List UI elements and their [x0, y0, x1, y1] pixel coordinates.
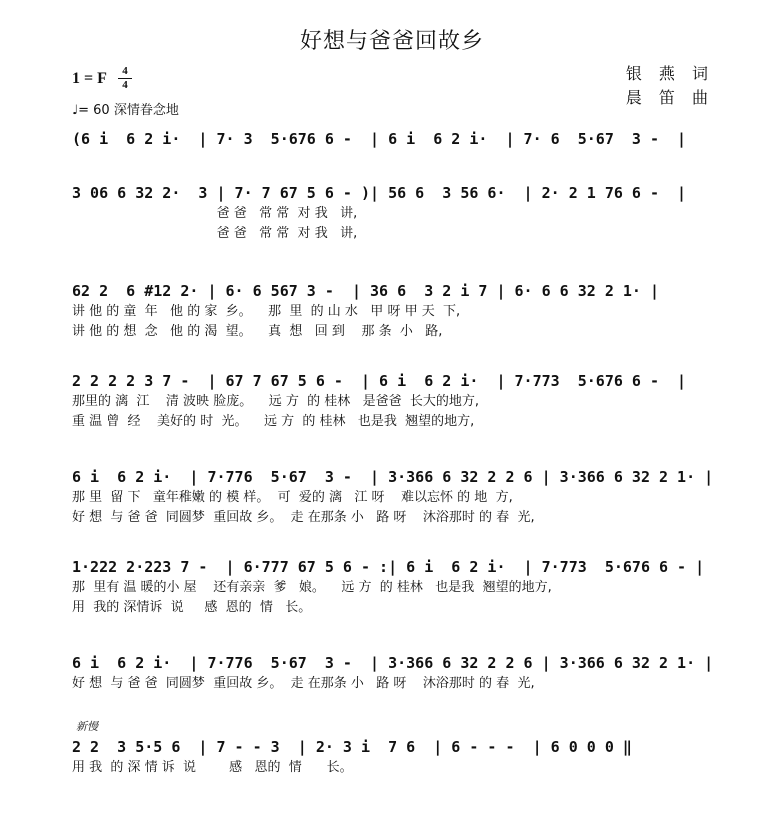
notation-line: (6 i 6 2 i· | 7· 3 5·676 6 - | 6 i 6 2 i· | 7· 6 5·67 3 - | — [72, 130, 687, 148]
score-row-1 — [72, 128, 722, 150]
notation-line: 2 2 2 2 3 7 - | 67 7 67 5 6 - | 6 i 6 2 i· | 7·773 5·676 6 - | — [72, 372, 687, 390]
key-signature: 1 = F — [72, 70, 107, 87]
notation-line: 3 06 6 32 2· 3 | 7· 7 67 5 6 - )| 56 6 3 56 6· | 2· 2 1 76 6 - | — [72, 184, 687, 202]
score-row-2 — [72, 182, 722, 244]
lyricist-credit: 银 燕 词 — [625, 64, 714, 83]
composer-credit: 晨 笛 曲 — [625, 88, 714, 107]
tempo-change-marker: 新慢 — [76, 720, 98, 733]
score-row-8 — [72, 736, 722, 778]
score-row-6 — [72, 556, 722, 618]
lyric-verse-1: 讲 他 的 童 年 他 的 家 乡。 那 里 的 山 水 甲 呀 甲 天 下, — [72, 304, 461, 319]
tempo-marking: ♩= 60 深情眷念地 — [72, 103, 179, 118]
time-denominator: 4 — [122, 79, 128, 91]
lyric-verse-2: 用 我的 深情诉 说 感 恩的 情 长。 — [72, 600, 312, 615]
lyric-verse-2: 爸 爸 常 常 对 我 讲, — [72, 226, 358, 241]
score-row-3 — [72, 280, 722, 342]
time-signature — [118, 66, 132, 91]
lyric-verse-1: 那 里 留 下 童年稚嫩 的 模 样。 可 爱的 漓 江 呀 难以忘怀 的 地 方, — [72, 490, 513, 505]
lyric-verse-1: 好 想 与 爸 爸 同圆梦 重回故 乡。 走 在那条 小 路 呀 沐浴那时 的 春 光, — [72, 676, 535, 691]
lyric-verse-1: 爸 爸 常 常 对 我 讲, — [72, 206, 358, 221]
lyric-verse-1: 那里的 漓 江 清 波映 脸庞。 远 方 的 桂林 是爸爸 长大的地方, — [72, 394, 480, 409]
lyric-verse-2: 好 想 与 爸 爸 同圆梦 重回故 乡。 走 在那条 小 路 呀 沐浴那时 的 春 光, — [72, 510, 535, 525]
notation-line: 6 i 6 2 i· | 7·776 5·67 3 - | 3·366 6 32 2 2 6 | 3·366 6 32 2 1· | — [72, 654, 714, 672]
score-row-4 — [72, 370, 722, 432]
score-row-7 — [72, 652, 722, 694]
lyric-verse-1: 用 我 的 深 情 诉 说 感 恩的 情 长。 — [72, 760, 353, 775]
notation-line: 6 i 6 2 i· | 7·776 5·67 3 - | 3·366 6 32 2 2 6 | 3·366 6 32 2 1· | — [72, 468, 714, 486]
song-title: 好想与爸爸回故乡 — [299, 29, 484, 54]
notation-line: 1·222 2·223 7 - | 6·777 67 5 6 - :| 6 i 6 2 i· | 7·773 5·676 6 - | — [72, 558, 705, 576]
lyric-verse-2: 讲 他 的 想 念 他 的 渴 望。 真 想 回 到 那 条 小 路, — [72, 324, 443, 339]
lyric-verse-1: 那 里有 温 暖的小 屋 还有亲亲 爹 娘。 远 方 的 桂林 也是我 翘望的地方, — [72, 580, 552, 595]
credits — [626, 62, 714, 110]
lyric-verse-2: 重 温 曾 经 美好的 时 光。 远 方 的 桂林 也是我 翘望的地方, — [72, 414, 475, 429]
notation-line: 2 2 3 5·5 6 | 7 - - 3 | 2· 3 i 7 6 | 6 - - - | 6 0 0 0 ‖ — [72, 738, 632, 756]
notation-line: 62 2 6 #12 2· | 6· 6 567 3 - | 36 6 3 2 i 7 | 6· 6 6 32 2 1· | — [72, 282, 659, 300]
score-row-5 — [72, 466, 722, 528]
time-numerator: 4 — [122, 65, 128, 77]
